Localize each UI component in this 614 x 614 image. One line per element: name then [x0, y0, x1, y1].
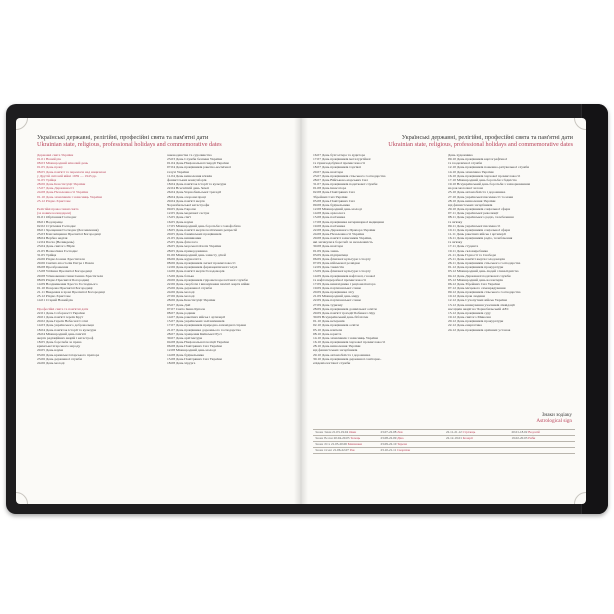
date-entry: 15.12 День працівників суду — [448, 310, 491, 315]
zodiac-cell — [510, 448, 576, 453]
zodiac-sign-name: Терези — [397, 442, 407, 447]
date-entry: 16.05 День науки — [167, 219, 193, 224]
date-entry: 24.06 Різдво Іоанна Хрестителя — [37, 256, 85, 261]
page-corner-mark — [574, 118, 586, 130]
zodiac-sign-name: Телець — [350, 436, 361, 441]
date-entry: 25.12 Різдво Христове — [37, 294, 71, 299]
date-entry: 07.07 Свято Івана Купала — [167, 306, 206, 311]
date-entry: 14.08 День будівельника — [167, 352, 204, 357]
date-entry: 06.08 Преображення — [37, 265, 69, 270]
zodiac-title-en: Astrological sign — [536, 418, 572, 425]
date-entry: 15.05 День сім'ї — [167, 215, 191, 220]
date-entry: 15.06 День батька — [167, 273, 195, 278]
zodiac-cell — [379, 448, 445, 453]
date-entry: 12.09 День танкістів — [313, 265, 344, 270]
date-entry: та гірничодобувної промисловості — [313, 161, 366, 166]
header-ukrainian: Українські державні, релігійні, професійні свята та пам'ятні дати — [37, 134, 209, 141]
zodiac-cell — [444, 430, 510, 435]
date-entry: 02.08 День Повітряних Сил — [313, 190, 355, 195]
date-entry: 22.12 День енергетика — [448, 323, 482, 328]
date-entry: 14.08 День археолога — [313, 211, 346, 216]
date-entry: 01.12 День працівників прокуратури — [448, 265, 504, 270]
date-range: 22.11-21.12 — [446, 430, 463, 434]
date-entry: 22.06 День скорботи і вшанування пам'яті жертв війни — [167, 281, 250, 286]
date-entry: у Другій світовій війні 1939 — 1945 рр. — [37, 173, 97, 178]
zodiac-sign-name: Риби — [528, 436, 536, 441]
date-entry: 25.10 День автомобіліста і дорожника — [448, 190, 506, 195]
zodiac-title — [536, 412, 572, 424]
date-entry: епідеміологічної служби — [313, 360, 351, 365]
date-entry: та нафтопереробної промисловості — [313, 277, 367, 282]
date-entry: 03.09 День підприємця — [313, 252, 348, 257]
date-entry: та зв'язку — [448, 240, 463, 245]
date-entry: 06.12 День Збройних Сил України — [448, 281, 500, 286]
date-entry: (за новим календарем) — [37, 211, 72, 216]
zodiac-cell — [313, 430, 379, 435]
date-entry: 30.10 День працівників державної санітарно- — [313, 356, 382, 361]
date-entry: 05.10 День вчителя — [313, 327, 343, 332]
date-entry: 29.10 День працівників соціальної сфери — [448, 207, 511, 212]
date-entry: 17.05 Міжнародний день боротьби з гомофобією — [167, 223, 241, 228]
date-entry: 04.08 День Національної поліції України — [167, 340, 229, 345]
date-entry: 23.04 День святого Юрія — [37, 244, 75, 249]
date-entry: День художника — [448, 153, 473, 157]
date-entry: 14.10 День захисника України — [448, 169, 494, 174]
date-entry: 19.08 День пасічника — [313, 223, 346, 228]
date-range: 23.08-22.09 — [380, 436, 398, 441]
date-entry: 26.11 День працівників сільського господарства — [448, 261, 521, 266]
date-entry: 07.12 День місцевого самоврядування — [448, 286, 506, 290]
zodiac-sign-name: Близнюки — [347, 442, 362, 447]
date-entry: 17.11 День студента — [448, 244, 479, 249]
date-entry: 12.04 Пасха (Великдень) — [37, 240, 75, 245]
date-entry: 24.06 День молоді — [37, 360, 65, 365]
date-entry: 01.08 День інкасатора — [313, 186, 347, 191]
date-entry: 10.12 День прав людини — [448, 294, 485, 299]
date-entry: 24.12 День працівників архівних установ — [448, 327, 511, 332]
date-entry: Державні свята України — [37, 153, 74, 157]
zodiac-sign-name: Рак — [349, 448, 355, 453]
date-entry: 23.03 День Служби безпеки України — [167, 157, 222, 162]
date-entry: 12.06 День працівників фармацевтичної галузі — [167, 265, 238, 270]
date-entry: 21.11 День Гідності та Свободи — [448, 252, 496, 257]
header-english: Ukrainian state, religious, professional holidays and commemorative dates — [388, 141, 573, 149]
date-entry: 24.06 День молоді — [167, 290, 195, 295]
date-entry: 12.10 День працівників пожежно-рятувальної служби — [448, 165, 530, 170]
date-entry: 05.08 День Повітряних Сил — [313, 198, 355, 203]
zodiac-sign-name: Овен — [348, 430, 357, 434]
zodiac-sign-name: Діва — [397, 436, 404, 441]
date-entry: 20.02 День Героїв Небесної Сотні — [37, 319, 88, 324]
date-entry: 02.10 День працівників освіти — [313, 323, 359, 328]
date-entry: 29.04 День пам'яті жертв — [167, 198, 205, 203]
date-entry: 16.10 День працівників харчової промисловості — [448, 173, 521, 178]
date-entry: 28.05 День прикордонника — [167, 248, 208, 253]
date-entry: 15.08 День Повітряних Сил України — [167, 356, 222, 361]
zodiac-cell — [444, 442, 510, 447]
date-entry: 28.06 День Конституції України — [167, 298, 216, 303]
date-entry: 30.07 День архітектури — [167, 335, 203, 340]
date-entry: 05.12 Міжнародний день волонтерів — [448, 277, 503, 282]
date-entry: 22.08 День Державного Прапора України — [313, 227, 376, 232]
date-entry: 20.06 День працівників гідрометеорологічної служби — [167, 277, 248, 282]
date-entry: 13.09 День фізичної культури і спорту — [313, 269, 371, 274]
date-entry: Професійні свята та пам'ятні дати — [37, 306, 89, 311]
date-entry: 08.03 Міжнародний жіночий день — [37, 161, 89, 166]
date-entry: 25.05 День філолога — [167, 240, 198, 245]
date-entry: 21.07 День працівника дорожнього господарства — [167, 327, 241, 332]
zodiac-cell — [379, 430, 445, 435]
date-range: 21.03-19.04 — [332, 430, 349, 434]
date-range: 20.04-20.05 — [333, 436, 351, 441]
date-entry: 21.09 Міжнародний день миру — [313, 294, 360, 299]
zodiac-row — [313, 448, 575, 454]
date-entry: та зв'язку — [448, 219, 463, 224]
date-range: 21.06-22.07 — [332, 448, 350, 453]
date-entry: 15.08 День пасічника — [313, 215, 346, 220]
zodiac-sign-name: Козеріг — [462, 436, 474, 441]
date-entry: 23.06 День державної служби — [37, 356, 82, 361]
date-entry: 01.09 День знань — [313, 248, 339, 253]
date-entry: 29.08 Усікновення глави Іоанна Хрестителя — [37, 273, 103, 278]
date-entry: кримськотатарського народу — [37, 344, 81, 349]
date-entry: 01.01 Новий рік — [37, 157, 62, 162]
date-entry: 16.11 День працівників радіо, телебачення — [448, 236, 513, 241]
zodiac-cell — [313, 442, 379, 447]
date-entry: 17.08 День працівника ветеринарної медицини — [313, 219, 384, 224]
date-entry: 08.11 День українського радіо, телебачення — [448, 215, 514, 220]
date-entry: 29.10 День автомобіліста і дорожника — [313, 352, 371, 357]
date-range: 23.09-22.10 — [380, 442, 398, 447]
date-entry: 14.01 Старий Новий рік — [37, 298, 73, 303]
page-corner-mark — [574, 492, 586, 504]
date-entry: 19.09 День партизанської слави — [313, 286, 361, 290]
page-corner-mark — [16, 492, 28, 504]
header-english: Ukrainian state, religious, professional holidays and commemorative dates — [37, 141, 222, 149]
date-entry: 28.04 День охорони праці — [167, 194, 206, 199]
date-range: 23.07-22.08 — [380, 430, 398, 434]
date-column — [448, 153, 530, 332]
date-entry: 21.05 День вишиванки — [167, 236, 202, 241]
date-entry: 03.07 День ДАІ — [167, 302, 191, 307]
date-range: 23.10-21.11 — [380, 448, 398, 453]
zodiac-cell — [444, 448, 510, 453]
date-entry: 31.05 Трійця — [37, 177, 57, 182]
date-entry: Збройних Сил України — [313, 194, 348, 199]
header-ukrainian: Українські державні, релігійні, професійні свята та пам'ятні дати — [401, 134, 573, 141]
date-entry: 02.02 Стрітення Господнє — [37, 223, 76, 228]
date-entry: від фашистських загарбників — [313, 348, 358, 353]
left-page-header — [37, 134, 277, 149]
date-entry: 20.07 День шахтаря — [313, 169, 343, 174]
date-entry: фашистських концтаборів — [167, 177, 207, 182]
date-entry: 17.07 День працівників природно-заповідної справи — [167, 323, 246, 328]
date-range: 19.02-20.03 — [511, 436, 529, 441]
date-entry: 31.07 День працівників податкової служби — [313, 182, 378, 187]
date-entry: 18.05 День боротьби за права — [37, 340, 82, 345]
date-entry: 25.12 Різдво Христове — [37, 198, 71, 203]
date-column — [37, 153, 106, 365]
date-entry: 10.11 День працівників соціальної сфери — [448, 227, 510, 232]
date-entry: 09.10 День працівників картографічної — [448, 157, 507, 162]
date-entry: 08.10 День юриста — [313, 331, 342, 336]
date-entry: 12.08 Міжнародний день молоді — [313, 207, 362, 212]
date-entry: 06.06 День журналіста — [167, 256, 202, 261]
date-entry: 26.04 День Чорнобильської трагедії — [167, 190, 221, 195]
date-entry: 09.08 День будівельника — [313, 202, 350, 207]
date-entry: 08.09 Різдво Пресвятої Богородиці — [37, 277, 90, 282]
date-entry: 22.09 День партизанської слави — [313, 298, 361, 303]
date-entry: 20.05 День банківських працівників — [167, 231, 222, 236]
season-label: Знаки Літа — [315, 442, 331, 447]
date-entry: 01.10 День ветеранів — [313, 319, 345, 324]
date-entry: 28.06 День Конституції України — [37, 182, 86, 187]
date-entry: 19.12 День святого Миколая — [448, 315, 491, 320]
date-entry: Чорнобильської катастрофи — [167, 202, 210, 207]
date-entry: 16.07 День бухгалтера та аудитора — [313, 153, 366, 157]
date-entry: 23.07 День працівників сільського господарства — [313, 173, 386, 178]
date-entry: 01.05 День праці — [37, 165, 63, 170]
date-entry: 22.01 День Соборності України — [37, 310, 85, 315]
date-entry: 28.07 День Військово-морських Сил — [313, 177, 368, 182]
date-entry: 28.10 День визволення України — [448, 198, 496, 203]
date-entry: 18.05 День пам'яті жертв політичних репресій — [167, 227, 237, 232]
date-entry: 15.07 День українських залізничників — [167, 319, 225, 324]
date-entry: 03.06 День кримськотатарського прапора — [37, 352, 100, 357]
date-entry: 28.07 День хрещення Київської Русі — [167, 331, 222, 336]
date-entry: 29.01 День пам'яті героїв Крут — [37, 315, 84, 320]
date-entry: законодавства та судочинства — [167, 153, 212, 157]
date-entry: 11.04 День визволення в'язнів — [167, 173, 213, 178]
date-entry: 18.08 День хірурга — [167, 360, 196, 365]
page-corner-mark — [16, 118, 28, 130]
date-entry: 18.04 День пам'яток історії та культури — [167, 182, 227, 187]
date-entry: 11.11 День ракетних військ і артилерії — [448, 231, 506, 236]
date-entry: 08.06 День працівників легкої промисловості — [167, 261, 236, 266]
season-label: Знаки Весни — [315, 436, 334, 441]
date-entry: 29.06 Святих апостолів Петра і Павла — [37, 261, 94, 266]
date-entry: 12.08 Міжнародний день молоді — [167, 348, 216, 353]
date-entry: 29.08 День пам'яті захисників України, — [313, 236, 372, 241]
date-entry: 14.03 День українського добровольця — [37, 323, 94, 328]
date-entry: 06.08 День Повітряних Сил України — [167, 344, 222, 349]
date-entry: 09.05 День Європи — [167, 207, 196, 212]
date-entry: 18.04 День пам'яток історії та культури — [37, 327, 97, 332]
date-entry: галузі України — [167, 169, 189, 174]
date-entry: на рак молочної залози — [448, 186, 483, 191]
date-entry: 15.07 День Державності — [37, 186, 74, 191]
date-entry: 29.09 День пам'яті трагедії Бабиного Яру — [313, 310, 376, 315]
date-entry: 31.05 Трійця — [37, 252, 57, 257]
date-entry: 27.10 День української писемності та мови — [448, 194, 514, 199]
zodiac-cell — [510, 442, 576, 447]
date-entry: 21.11 Введення в храм Пресвятої Богородиці — [37, 290, 105, 295]
date-entry: 20.09 День працівника лісу — [313, 290, 355, 295]
date-entry: 12.12 День Сухопутних військ України — [448, 298, 507, 303]
zodiac-sign-name: Стрілець — [462, 430, 476, 434]
date-entry: 18.07 День працівників торгівлі — [313, 165, 362, 170]
date-entry: 04.12 День Державної податкової служби — [448, 273, 511, 278]
zodiac-cell — [510, 430, 576, 435]
date-entry: 27.09 День туризму — [313, 302, 343, 307]
date-entry: 09.11 День української писемності — [448, 223, 501, 228]
zodiac-cell — [510, 436, 576, 441]
zodiac-cell — [444, 436, 510, 441]
date-entry: 06.01 Водохреще — [37, 219, 63, 224]
date-entry: 07.11 День української революції — [448, 211, 499, 216]
date-entry: 30.09 Всеукраїнський день бібліотек — [313, 315, 369, 320]
season-label: Знаки Осені — [315, 448, 333, 453]
right-page — [301, 118, 586, 504]
date-entry: 27.06 День молоді — [167, 294, 195, 299]
zodiac-sign-name: Лев — [397, 430, 403, 434]
date-entry: 14.10 День захисників і захисниць України — [313, 335, 378, 340]
date-entry: 30.08 День шахтаря — [313, 244, 343, 249]
date-entry: 14.09 Воздвиження Хреста Господнього — [37, 281, 98, 286]
date-entry: 28.10 День визволення України — [313, 344, 361, 349]
date-entry: 01.04 День Національної гвардії України — [167, 161, 229, 166]
date-entry: Релігійні православні свята — [37, 207, 79, 212]
date-entry: 26.04 Міжнародний день пам'яті — [37, 331, 87, 336]
date-entry: 17.10 Міжнародний день боротьби з бідністю — [448, 177, 517, 182]
zodiac-cell — [379, 436, 445, 441]
zodiac-table — [313, 429, 575, 454]
date-entry: 14.07 День ракетних військ і артилерії — [167, 315, 225, 320]
date-entry: 01.01 Обрізання Господнє — [37, 215, 77, 220]
date-entry: 12.05 День медичної сестри — [167, 211, 210, 216]
zodiac-sign-name: Скорпіон — [397, 448, 411, 453]
date-entry: 20.05 День науки — [37, 348, 63, 353]
date-entry: 08.05 День пам'яті та перемоги над нацизмом — [37, 169, 106, 174]
date-entry: 21.05 Вознесіння Господнє — [37, 248, 78, 253]
zodiac-cell — [379, 442, 445, 447]
date-entry: 24.08 День Незалежності України — [37, 190, 89, 195]
date-entry: 15.08 Успіння Пресвятої Богородиці — [37, 269, 92, 274]
date-entry: від фашистських загарбників — [448, 202, 493, 207]
date-entry: 25.11 День пам'яті жертв голодоморів — [448, 256, 505, 261]
date-column — [167, 153, 249, 365]
date-entry: 25.03 Благовіщення Пресвятої Богородиці — [37, 231, 101, 236]
date-entry: 06.01 Хрещення Господнє (Богоявлення) — [37, 227, 99, 232]
date-entry: 01.06 Міжнародний день захисту дітей — [167, 252, 226, 257]
date-entry: 23.06 День державної служби — [167, 286, 212, 290]
date-entry: 08.04 Вербна неділя — [37, 236, 68, 241]
left-page — [16, 118, 301, 504]
date-entry: 09.12 День працівників сільського господарства — [448, 290, 521, 295]
date-entry: 08.07 День родини — [167, 310, 196, 315]
date-column — [313, 153, 386, 365]
date-entry: 19.11 День скловиробника — [448, 248, 488, 253]
season-label: Знаки Зими — [315, 430, 333, 434]
date-entry: 17.09 День винахідника і раціоналізатора — [313, 281, 376, 286]
date-entry: жертв радіаційних аварій і катастроф — [37, 335, 94, 340]
date-range: 22.12-19.01 — [446, 436, 463, 441]
date-entry: 22.04 Всесвітній день Землі — [167, 186, 210, 191]
date-entry: 20.12 День працівників прокуратури — [448, 319, 504, 324]
zodiac-sign-name: Водолій — [528, 430, 540, 434]
date-entry: наслідків аварії на Чорнобильській АЕС — [448, 306, 510, 311]
date-entry: 16.10 День працівників харчової промисловості — [313, 340, 386, 345]
date-entry: 01.10 День захисників і захисниць України — [37, 194, 102, 199]
date-entry: 24.08 День Незалежності України — [313, 231, 365, 236]
date-entry: 26.05 День морської піхоти України — [167, 244, 222, 249]
date-entry: 06.09 День фізичної культури і спорту — [313, 256, 371, 261]
date-entry: 03.12 Міжнародний день людей з інвалідністю — [448, 269, 519, 274]
date-entry: 28.09 День працівників дошкільної освіти — [313, 306, 377, 311]
zodiac-cell — [313, 436, 379, 441]
date-entry: 19.10 Всеукраїнський день боротьби з захворюванням — [448, 182, 531, 187]
right-page-header — [311, 134, 573, 149]
date-entry: які загинули в боротьбі за незалежність — [313, 240, 373, 245]
zodiac-title-uk: Знаки зодіаку — [541, 412, 572, 418]
date-entry: та геодезичної служби — [448, 161, 482, 166]
date-range: 20.01-18.02 — [511, 430, 529, 434]
date-entry: 14.09 День працівників нафтової, газової — [313, 273, 375, 278]
date-entry: 13.12 День вшанування учасників ліквідації — [448, 302, 515, 307]
date-entry: 17.07 День працівників металургійної — [313, 157, 371, 162]
date-entry: 14.06 День пам'яті жертв Голодоморів — [167, 269, 225, 274]
date-entry: 07.04 День працівників ракетно-космічної — [167, 165, 231, 170]
zodiac-cell — [313, 448, 379, 453]
date-range: 21.05-20.06 — [331, 442, 348, 447]
date-entry: 07.09 День військової розвідки — [313, 261, 360, 266]
date-entry: 01.10 Покрова Пресвятої Богородиці — [37, 286, 93, 290]
